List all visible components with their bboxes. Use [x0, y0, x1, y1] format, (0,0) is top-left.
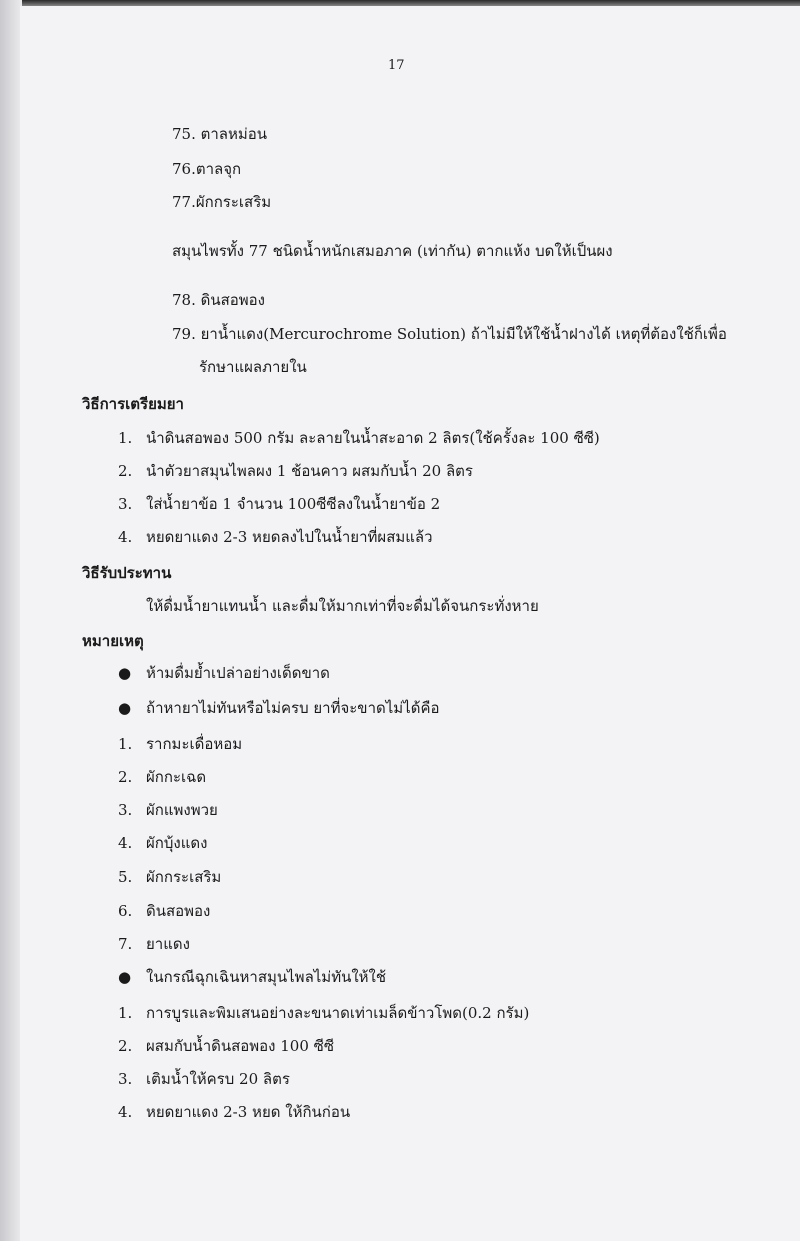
essential-num: 1.	[118, 735, 133, 753]
essential-item: ผักแพงพวย	[146, 801, 218, 819]
note-bullet-3: ในกรณีฉุกเฉินหาสมุนไพลไม่ทันให้ใช้	[146, 968, 387, 986]
usage-heading: วิธีรับประทาน	[82, 564, 172, 582]
emergency-num: 1.	[118, 1004, 133, 1022]
prep-step-num: 1.	[118, 429, 133, 447]
prep-heading: วิธีการเตรียมยา	[82, 395, 184, 413]
essential-item: ดินสอพอง	[146, 902, 211, 920]
essential-num: 6.	[118, 902, 133, 920]
notes-heading: หมายเหตุ	[82, 632, 144, 650]
emergency-item: การบูรและพิมเสนอย่างละขนาดเท่าเมล็ดข้าวโพด(0.2 กรัม)	[146, 1004, 530, 1022]
emergency-item: หยดยาแดง 2-3 หยด ให้กินก่อน	[146, 1103, 351, 1121]
prep-step-text: นำดินสอพอง 500 กรัม ละลายในน้ำสะอาด 2 ลิตร(ใช้ครั้งละ 100 ซีซี)	[146, 429, 600, 447]
essential-item: รากมะเดื่อหอม	[146, 735, 243, 753]
page-number: 17	[388, 58, 405, 73]
essential-num: 3.	[118, 801, 133, 819]
essential-num: 4.	[118, 834, 133, 852]
item-79-line1: 79. ยาน้ำแดง(Mercurochrome Solution) ถ้าไม่มีให้ใช้น้ำฝางได้ เหตุที่ต้องใช้ก็เพื่อ	[172, 325, 727, 343]
herb-item-76: 76.ตาลจุก	[172, 160, 242, 178]
essential-item: ผักกระเสริม	[146, 868, 222, 886]
prep-step-num: 3.	[118, 495, 133, 513]
essential-num: 2.	[118, 768, 133, 786]
essential-item: ผักกะเฉด	[146, 768, 207, 786]
note-bullet-1: ห้ามดื่มย้ำเปล่าอย่างเด็ดขาด	[146, 664, 330, 682]
book-spine-shadow	[0, 0, 22, 1241]
prep-step-text: นำตัวยาสมุนไพลผง 1 ช้อนคาว ผสมกับน้ำ 20 ลิตร	[146, 462, 473, 480]
emergency-num: 2.	[118, 1037, 133, 1055]
item-79-line2: รักษาแผลภายใน	[199, 358, 307, 376]
emergency-num: 4.	[118, 1103, 133, 1121]
item-78: 78. ดินสอพอง	[172, 291, 266, 309]
usage-text: ให้ดื่มน้ำยาแทนน้ำ และดื่มให้มากเท่าที่จะดื่มได้จนกระทั่งหาย	[146, 597, 539, 615]
prep-step-num: 4.	[118, 528, 133, 546]
bullet-icon: ●	[118, 664, 132, 682]
document-page	[20, 6, 800, 1241]
prep-step-text: ใส่น้ำยาข้อ 1 จำนวน 100ซีซีลงในน้ำยาข้อ 2	[146, 495, 441, 513]
note-bullet-2: ถ้าหายาไม่ทันหรือไม่ครบ ยาที่จะขาดไม่ได้คือ	[146, 699, 440, 717]
emergency-item: เติมน้ำให้ครบ 20 ลิตร	[146, 1070, 290, 1088]
bullet-icon: ●	[118, 968, 132, 986]
prep-step-text: หยดยาแดง 2-3 หยดลงไปในน้ำยาที่ผสมแล้ว	[146, 528, 433, 546]
essential-num: 7.	[118, 935, 133, 953]
essential-item: ยาแดง	[146, 935, 190, 953]
emergency-item: ผสมกับน้ำดินสอพอง 100 ซีซี	[146, 1037, 335, 1055]
herb-item-75: 75. ตาลหม่อน	[172, 125, 268, 143]
herb-item-77: 77.ผักกระเสริม	[172, 193, 272, 211]
herb-note: สมุนไพรทั้ง 77 ชนิดน้ำหนักเสมอภาค (เท่ากัน) ตากแห้ง บดให้เป็นผง	[172, 242, 613, 260]
bullet-icon: ●	[118, 699, 132, 717]
emergency-num: 3.	[118, 1070, 133, 1088]
prep-step-num: 2.	[118, 462, 133, 480]
essential-item: ผักบุ้งแดง	[146, 834, 208, 852]
essential-num: 5.	[118, 868, 133, 886]
